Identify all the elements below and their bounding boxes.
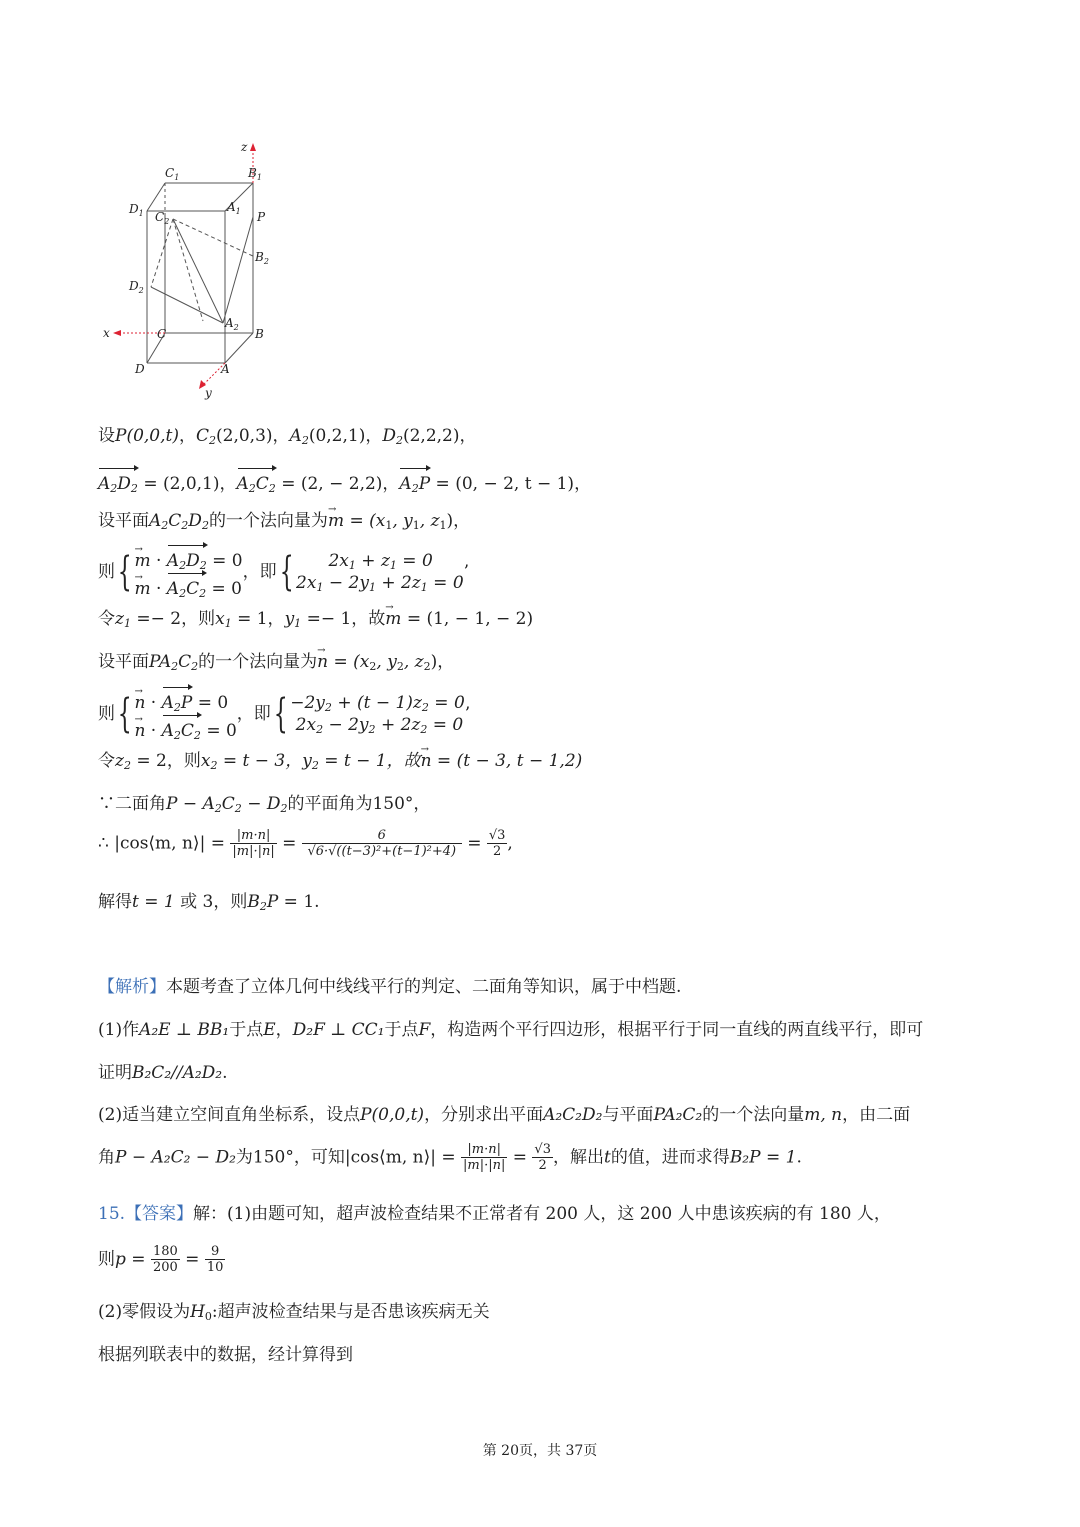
label-C2: $C_2$ xyxy=(155,210,170,226)
analysis-line-4: (2)适当建立空间直角坐标系，设点P(0,0,t)，分别求出平面A₂C₂D₂与平面PA₂C₂的一个法向量m, n，由二面 xyxy=(98,1105,911,1125)
solution-line-7: 则{ n → · $A_2P = 0$ n → · $A_2C_2 = 0$，即{ $-2y_2 + (t - 1)z_2 = 0$ $2x_2 - 2y_2 + 2z_2 = 0$’ xyxy=(98,686,470,736)
analysis-line-1: 【解析】本题考查了立体几何中线线平行的判定、二面角等知识，属于中档题. xyxy=(98,977,682,997)
solution-line-5: 令$z_1 =- 2$，则$x_1 = 1$，$y_1 =- 1$，故m → = (1, − 1, − 2) xyxy=(98,608,533,630)
analysis-line-2: (1)作A₂E ⊥ BB₁于点E，D₂F ⊥ CC₁于点F，构造两个平行四边形，根据平行于同一直线的两直线平行，即可 xyxy=(98,1020,924,1040)
q15-line-2: 则p = $\frac{180}{200}$ = $\frac{9}{10}$ xyxy=(98,1244,224,1275)
axis-label-z: z xyxy=(241,140,248,154)
axis-label-x: x xyxy=(103,326,110,340)
label-A: A xyxy=(221,362,230,376)
solution-line-8: 令$z_2 = 2$，则$x_2 = t - 3$，$y_2 = t - 1$，故n → = (t − 3, t − 1,2) xyxy=(98,750,582,772)
label-D2: $D_2$ xyxy=(129,279,144,295)
q15-line-1: 15.【答案】解：(1)由题可知，超声波检查结果不正常者有 200 人，这 200 人中患该疾病的有 180 人， xyxy=(98,1204,891,1224)
axis-label-y: y xyxy=(205,386,212,400)
solution-line-9: ∵二面角$P - A_2C_2 - D_2$的平面角为150°， xyxy=(98,794,431,815)
solution-line-6: 设平面$PA_2C_2$的一个法向量为n → = ($x_2$, $y_2$, $z_2$)， xyxy=(98,651,454,673)
analysis-line-3: 证明B₂C₂//A₂D₂. xyxy=(98,1063,228,1083)
label-B: B xyxy=(255,327,264,341)
label-A1: $A_1$ xyxy=(227,200,241,216)
label-D1: $D_1$ xyxy=(129,202,144,218)
label-B2: $B_2$ xyxy=(255,250,269,266)
solution-line-11: 解得t = 1 或 3，则$B_2P = 1$. xyxy=(98,892,320,913)
label-C: C xyxy=(157,327,167,341)
label-B1: $B_1$ xyxy=(248,166,262,182)
label-P: P xyxy=(257,210,266,224)
label-C1: $C_1$ xyxy=(165,166,180,182)
solution-line-2: $A_2D_2 = (2,0,1)$，$A_2C_2 = (2$, − 2,2)，$A_2P = (0$, − 2, t − 1)， xyxy=(98,467,591,495)
solution-line-10: ∴ |cos⟨m, n⟩| = $\frac{|m\cdot n|}{|m|\cdot|n|}$ = $\frac{6}{\text{√6·√((t−3)²+(t−1)²+4)}}$ = $\frac{√3}{2}$ , xyxy=(98,828,513,859)
label-A2: $A_2$ xyxy=(225,316,239,332)
q15-line-4: 根据列联表中的数据，经计算得到 xyxy=(98,1345,353,1365)
solution-line-3: 设平面$A_2C_2D_2$的一个法向量为m → = ($x_1$, $y_1$, $z_1$)， xyxy=(98,510,470,532)
cuboid-figure xyxy=(95,135,285,400)
label-D: D xyxy=(135,362,145,376)
solution-line-1: 设P(0,0,t)，$C_2(2,0,3)$，$A_2(0,2,1)$，$D_2(2,2,2)$， xyxy=(98,426,477,447)
page-footer: 第 20页，共 37页 xyxy=(482,1443,598,1459)
solution-line-4: 则{ m → · $A_2D_2 = 0$ m → · $A_2C_2 = 0$，即{ $2x_1 + z_1 = 0$ $2x_1 - 2y_1 + 2z_1 = 0$’ xyxy=(98,544,469,594)
analysis-line-5: 角P − A₂C₂ − D₂为150°，可知|cos⟨m, n⟩| = $\frac{|m\cdot n|}{|m|\cdot|n|}$ = $\frac{√3}{2}$ ，解出t的值，进而求得B₂P = 1. xyxy=(98,1142,802,1173)
q15-line-3: (2)零假设为$H_0$:超声波检查结果与是否患该疾病无关 xyxy=(98,1302,490,1323)
